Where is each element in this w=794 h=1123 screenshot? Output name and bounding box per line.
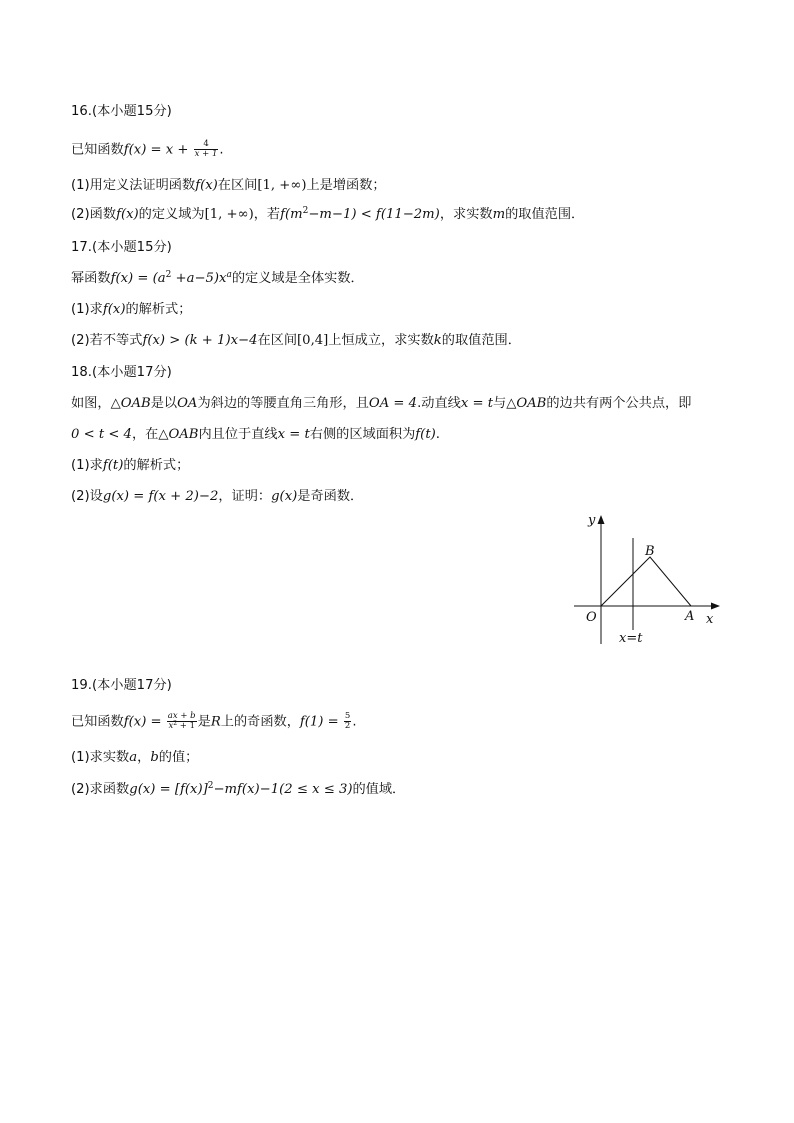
y-axis-arrow [598,515,605,524]
problem-18-part-1: (1)求f(t)的解析式； [71,458,190,473]
problem-16-header: 16.(本小题15分) [71,104,172,119]
x-axis-arrow [711,603,720,610]
problem-17-part-2: (2)若不等式f(x) > (k + 1)x−4在区间[0,4]上恒成立，求实数k的取值范围． [71,333,521,348]
problem-17-stem: 幂函数$f(x) = (a^2 +a-5)x^a$的定义域是全体实数． [71,270,364,286]
fraction: $\frac{5}{2}$ [344,711,351,731]
problem-18-stem-line-2: 0 < t < 4，在△OAB内且位于直线x = t右侧的区域面积为f(t). [71,427,440,442]
fraction: $\frac{4}{x + 1}$ [194,139,218,159]
problem-17-part-1: (1)求f(x)的解析式； [71,302,192,317]
problem-18-header: 18.(本小题17分) [71,365,172,380]
problem-19-part-2: (2)求函数$g(x) = [f(x)]^2-mf(x)-1(2 \le x \le 3)$的值域． [71,781,406,797]
label-a: A [685,609,695,624]
problem-17-header: 17.(本小题15分) [71,240,172,255]
label-y: y [588,513,596,528]
triangle-figure [570,510,730,650]
problem-18-part-2: (2)设g(x) = f(x + 2)−2，证明：g(x)是奇函数． [71,489,364,504]
problem-16-part-1: (1)用定义法证明函数f(x)在区间[1, +∞)上是增函数； [71,178,386,193]
problem-19-header: 19.(本小题17分) [71,678,172,693]
triangle-oab [601,557,691,606]
problem-19-part-1: (1)求实数a，b的值； [71,750,199,765]
label-b: B [645,544,655,559]
fraction: $\frac{ax + b}{x^2 + 1}$ [167,711,196,731]
problem-16-part-2: (2)函数f(x)的定义域为[1, +∞)，若$f(m^2-m-1) < f(11-2m)$，求实数m的取值范围． [71,206,585,222]
label-x-equals-t: x=t [619,631,643,646]
problem-16-stem: 已知函数f(x) = x + $\frac{4}{x + 1}$ . [71,139,224,159]
problem-19-stem: 已知函数f(x) = $\frac{ax + b}{x^2 + 1}$ 是R上的奇函数，f(1) = $\frac{5}{2}$ . [71,711,357,731]
label-o: O [586,610,597,625]
problem-18-stem-line-1: 如图，△OAB是以OA为斜边的等腰直角三角形，且OA = 4.动直线x = t与△OAB的边共有两个公共点，即 [71,396,692,411]
label-x: x [706,612,714,627]
